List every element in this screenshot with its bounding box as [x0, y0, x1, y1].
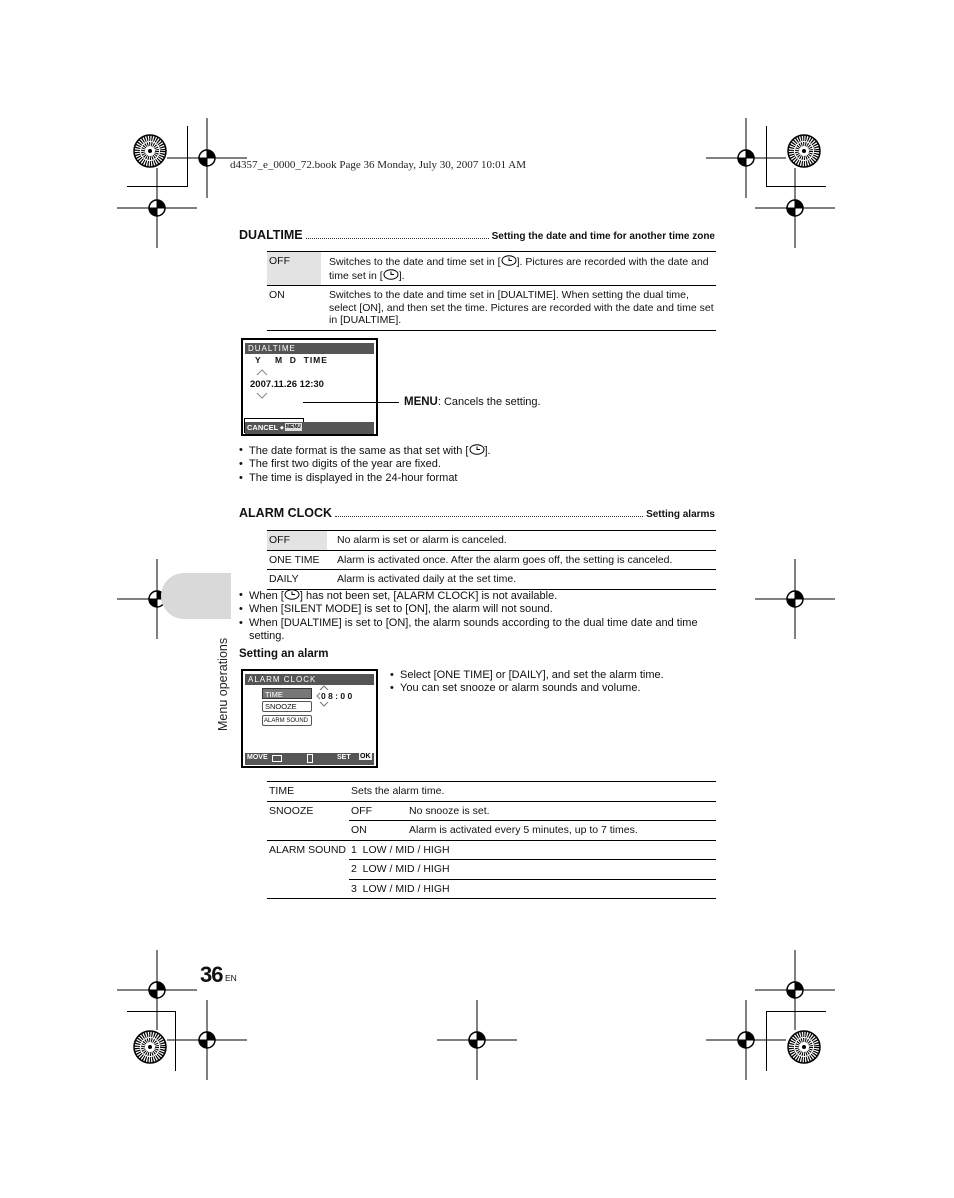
move-label: MOVE [247, 754, 268, 761]
screen-title: ALARM CLOCK [245, 674, 374, 685]
screen-footer: CANCEL ◆ MENU [245, 422, 374, 434]
alarm-side-notes [390, 669, 720, 696]
dpad-icon [272, 755, 282, 762]
section-header-alarm [239, 504, 715, 520]
clock-icon [469, 444, 485, 455]
table-row [267, 531, 716, 551]
table-row [267, 801, 716, 821]
alarm-options-table [267, 530, 716, 590]
callout-line [303, 402, 399, 403]
option-desc: Switches to the date and time set in [ ]. Pictures are recorded with the date and time set in [ ]. [329, 256, 709, 282]
menu-label: MENU [404, 396, 438, 408]
cancel-label: CANCEL [247, 423, 279, 432]
detail-desc: 3 LOW / MID / HIGH [349, 879, 716, 899]
option-key: DAILY [269, 573, 299, 585]
table-row [267, 286, 716, 331]
ud-icon [307, 754, 313, 763]
list-item: • The time is displayed in the 24-hour format [239, 472, 719, 485]
side-tab [161, 573, 231, 619]
list-item: • You can set snooze or alarm sounds and volume. [390, 682, 720, 695]
menu-key: MENU [286, 424, 301, 430]
clock-icon [501, 255, 517, 266]
leader-dots [306, 238, 489, 239]
detail-desc: 1 LOW / MID / HIGH [351, 843, 450, 856]
file-info: d4357_e_0000_72.book Page 36 Monday, July 30, 2007 10:01 AM [230, 159, 526, 171]
menu-callout: MENU: Cancels the setting. [404, 396, 541, 408]
page-lang: EN [225, 973, 237, 983]
leader-dots [335, 516, 643, 517]
section-subtitle: Setting the date and time for another time zone [491, 231, 715, 242]
option-key: OFF [267, 252, 321, 286]
option-desc: Alarm is activated daily at the set time. [337, 573, 517, 585]
detail-subkey: ON [349, 821, 407, 841]
setting-alarm-heading: Setting an alarm [239, 648, 329, 660]
option-desc: Alarm is activated once. After the alarm goes off, the setting is canceled. [337, 553, 673, 566]
detail-key: SNOOZE [269, 804, 314, 817]
option-key: ON [269, 289, 285, 301]
screen-title: DUALTIME [245, 343, 374, 354]
menu-item-snooze: SNOOZE [262, 701, 312, 712]
list-item: • When [ ] has not been set, [ALARM CLOCK] is not available. [239, 589, 719, 603]
set-label: SET [337, 754, 351, 761]
section-title: ALARM CLOCK [239, 506, 333, 520]
dualtime-screen [241, 338, 378, 436]
option-desc: Switches to the date and time set in [DUALTIME]. When setting the dual time, select [ON], and then set the time. Pictures are recorded with the date and time set in [DUALTIME]. [329, 289, 714, 326]
detail-desc: No snooze is set. [409, 804, 490, 817]
list-item: • Select [ONE TIME] or [DAILY], and set the alarm time. [390, 669, 720, 682]
section-title: DUALTIME [239, 228, 303, 242]
table-row [267, 821, 716, 841]
menu-item-time: TIME [262, 688, 312, 699]
list-item: • When [SILENT MODE] is set to [ON], the alarm will not sound. [239, 603, 719, 616]
table-row [267, 252, 716, 286]
table-row [267, 840, 716, 860]
date-value: 2007.11.26 12:30 [250, 379, 324, 390]
option-key: OFF [267, 531, 327, 551]
dualtime-notes [239, 444, 719, 485]
table-row [267, 860, 716, 880]
table-row [267, 570, 716, 590]
list-item: • The date format is the same as that set with [ ]. [239, 444, 719, 458]
detail-subkey: OFF [351, 804, 372, 817]
alarm-notes [239, 589, 719, 643]
clock-icon [383, 269, 399, 280]
detail-desc: Alarm is activated every 5 minutes, up to 7 times. [407, 821, 716, 841]
option-desc: No alarm is set or alarm is canceled. [337, 534, 507, 546]
alarm-screen [241, 669, 378, 768]
section-header-dualtime [239, 226, 715, 242]
detail-desc: Sets the alarm time. [351, 785, 445, 797]
screen-footer [245, 753, 374, 765]
alarm-time-value: 0 8 : 0 0 [321, 691, 353, 701]
clock-icon [284, 589, 300, 600]
table-row [267, 782, 716, 802]
detail-key: ALARM SOUND [269, 843, 347, 856]
page-number: 36 [200, 962, 223, 987]
menu-item-alarm-sound: ALARM SOUND [262, 715, 312, 726]
section-subtitle: Setting alarms [646, 509, 715, 520]
detail-key: TIME [269, 785, 295, 797]
side-tab-label: Menu operations [216, 637, 230, 731]
list-item: • When [DUALTIME] is set to [ON], the alarm sounds according to the dual time date and time setting. [239, 617, 719, 644]
list-item: • The first two digits of the year are fixed. [239, 458, 719, 471]
table-row [267, 879, 716, 899]
detail-desc: 2 LOW / MID / HIGH [349, 860, 716, 880]
alarm-detail-table [267, 781, 716, 899]
ok-key: OK [360, 753, 371, 760]
table-row [267, 550, 716, 570]
date-fields: Y M D TIME [255, 355, 328, 365]
dualtime-options-table [267, 251, 716, 331]
option-key: ONE TIME [269, 553, 320, 566]
